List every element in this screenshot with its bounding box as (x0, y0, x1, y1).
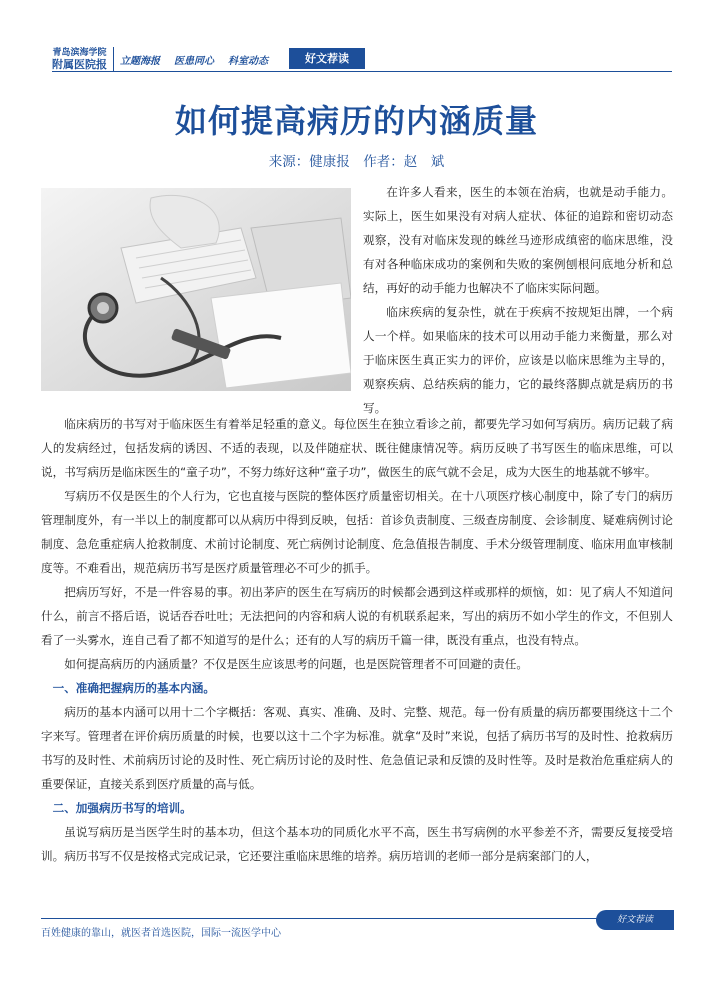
footer-rule (41, 918, 601, 919)
paragraph: 虽说写病历是当医学生时的基本功，但这个基本功的同质化水平不高，医生书写病例的水平参差不齐，需要反复接受培训。病历书写不仅是按格式完成记录，它还要注重临床思维的培养。病历培训的老师一部分是病案部门的人， (41, 825, 673, 863)
paragraph: 病历的基本内涵可以用十二个字概括：客观、真实、准确、及时、完整、规范。每一份有质量的病历都要围绕这十二个字来写。管理者在评价病历质量的时候，也要以这十二个字为标准。就拿“及时”来说，包括了病历书写的及时性、抢救病历书写的及时性、术前病历讨论的及时性、死亡病历讨论的及时性、危急值记录和反馈的及时性等。及时是救治危重症病人的重要保证，直接关系到医疗质量的高与低。 (41, 705, 673, 791)
mottos (120, 52, 268, 67)
section-heading: 一、准确把握病历的基本内涵。 (52, 681, 215, 695)
motto: 科室动态 (228, 55, 268, 67)
hospital-name: 青岛滨海学院 附属医院报 (52, 48, 107, 71)
paragraph: 如何提高病历的内涵质量？不仅是医生应该思考的问题，也是医院管理者不可回避的责任。 (64, 657, 528, 671)
section-heading: 二、加强病历书写的培训。 (52, 801, 192, 815)
article-title: 如何提高病历的内涵质量 (174, 102, 538, 140)
stethoscope-photo (41, 188, 351, 391)
article-body (41, 412, 673, 868)
motto: 医患同心 (174, 55, 214, 67)
photo-illustration (41, 188, 351, 391)
footer-tab: 好文荐读 (596, 910, 674, 930)
article-byline: 来源：健康报 作者：赵 斌 (268, 154, 445, 170)
header-rule (52, 71, 672, 72)
paragraph: 临床疾病的复杂性，就在于疾病不按规矩出牌，一个病人一个样。如果临床的技术可以用动手能力来衡量，那么对于临床医生真正实力的评价，应该是以临床思维为主导的，观察疾病、总结疾病的能力，它的最终落脚点就是病历的书写。 (363, 305, 673, 415)
motto: 立题海报 (120, 55, 160, 67)
paragraph: 临床病历的书写对于临床医生有着举足轻重的意义。每位医生在独立看诊之前，都要先学习如何写病历。病历记载了病人的发病经过，包括发病的诱因、不适的表现，以及伴随症状、既往健康情况等。病历反映了书写医生的临床思维，可以说，书写病历是临床医生的“童子功”，不努力练好这种“童子功”，做医生的底气就不会足，成为大医生的地基就不够牢。 (41, 417, 673, 479)
paragraph: 把病历写好，不是一件容易的事。初出茅庐的医生在写病历的时候都会遇到这样或那样的烦恼，如：见了病人不知道问什么，前言不搭后语，说话吞吞吐吐；无法把问的内容和病人说的有机联系起来，写出的病历不如小学生的作文，不但别人看了一头雾水，连自己看了都不知道写的是什么；还有的人写的病历千篇一律，既没有重点，也没有特点。 (41, 585, 673, 647)
paragraph: 在许多人看来，医生的本领在治病，也就是动手能力。实际上，医生如果没有对病人症状、体征的追踪和密切动态观察，没有对临床发现的蛛丝马迹形成缜密的临床思维，没有对各种临床成功的案例和失败的案例刨根问底地分析和总结，再好的动手能力也解决不了临床实际问题。 (363, 185, 673, 295)
divider (113, 47, 114, 71)
intro-column (363, 180, 673, 420)
footer-slogan: 百姓健康的靠山，就医者首选医院，国际一流医学中心 (41, 928, 281, 939)
masthead (52, 46, 268, 72)
paragraph: 写病历不仅是医生的个人行为，它也直接与医院的整体医疗质量密切相关。在十八项医疗核心制度中，除了专门的病历管理制度外，有一半以上的制度都可以从病历中得到反映，包括：首诊负责制度、三级查房制度、会诊制度、疑难病例讨论制度、急危重症病人抢救制度、术前讨论制度、死亡病例讨论制度、危急值报告制度、手术分级管理制度、临床用血审核制度等。不难看出，规范病历书写是医疗质量管理必不可少的抓手。 (41, 489, 673, 575)
section-tab: 好文荐读 (289, 48, 365, 69)
